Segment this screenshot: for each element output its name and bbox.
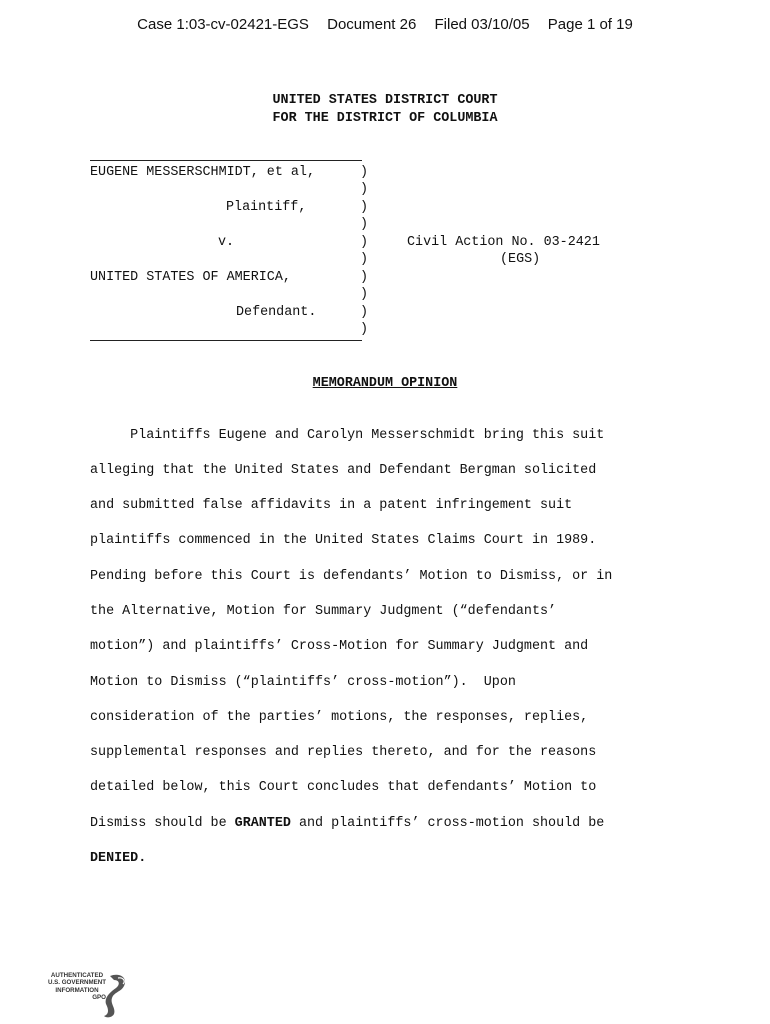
body-line: plaintiffs commenced in the United States Claims Court in 1989. bbox=[90, 533, 597, 548]
court-name: UNITED STATES DISTRICT COURT bbox=[272, 93, 498, 108]
case-header bbox=[0, 16, 770, 33]
body-line: Pending before this Court is defendants’ Motion to Dismiss, or in bbox=[90, 569, 613, 584]
defendant-label: Defendant. bbox=[236, 305, 317, 320]
judge-code: (EGS) bbox=[500, 252, 541, 267]
defendant-name: UNITED STATES OF AMERICA, bbox=[90, 270, 291, 285]
denied-emphasis: DENIED. bbox=[90, 851, 147, 866]
body-line: the Alternative, Motion for Summary Judgment (“defendants’ bbox=[90, 604, 557, 619]
body-text: Dismiss should be bbox=[90, 816, 235, 831]
caption-paren: ) bbox=[360, 287, 369, 302]
civil-action-number: Civil Action No. 03-2421 bbox=[407, 235, 600, 250]
plaintiff-label: Plaintiff, bbox=[226, 200, 307, 215]
caption-paren: ) bbox=[360, 252, 369, 267]
caption-paren: ) bbox=[360, 305, 369, 320]
caption-top-rule bbox=[90, 160, 362, 161]
body-line: motion”) and plaintiffs’ Cross-Motion for Summary Judgment and bbox=[90, 639, 589, 654]
caption-paren: ) bbox=[360, 217, 369, 232]
body-line: and submitted false affidavits in a patent infringement suit bbox=[90, 498, 573, 513]
case-number: Case 1:03-cv-02421-EGS bbox=[137, 16, 309, 33]
eagle-icon bbox=[44, 972, 130, 1020]
caption-paren: ) bbox=[360, 182, 369, 197]
body-line: detailed below, this Court concludes that defendants’ Motion to bbox=[90, 780, 597, 795]
body-line: Plaintiffs Eugene and Carolyn Messerschmidt bring this suit bbox=[90, 428, 605, 443]
body-line: alleging that the United States and Defendant Bergman solicited bbox=[90, 463, 597, 478]
opinion-title: MEMORANDUM OPINION bbox=[312, 376, 458, 391]
seal-line: U.S. GOVERNMENT bbox=[47, 979, 107, 987]
page-indicator: Page 1 of 19 bbox=[547, 16, 633, 33]
seal-line: INFORMATION bbox=[55, 986, 99, 994]
caption-paren: ) bbox=[360, 200, 369, 215]
versus-label: v. bbox=[218, 235, 235, 250]
plaintiff-name: EUGENE MESSERSCHMIDT, et al, bbox=[90, 165, 315, 180]
caption-bottom-rule bbox=[90, 340, 362, 341]
document-number: Document 26 bbox=[327, 16, 417, 33]
body-line-final bbox=[90, 816, 604, 831]
seal-line: AUTHENTICATED bbox=[50, 972, 104, 979]
body-line: Motion to Dismiss (“plaintiffs’ cross-motion”). Upon bbox=[90, 675, 516, 690]
body-line: consideration of the parties’ motions, the responses, replies, bbox=[90, 710, 589, 725]
caption-paren: ) bbox=[360, 270, 369, 285]
gpo-authentication-seal bbox=[44, 972, 130, 1020]
caption-paren: ) bbox=[360, 322, 369, 337]
body-text: and plaintiffs’ cross-motion should be bbox=[290, 816, 605, 831]
court-district: FOR THE DISTRICT OF COLUMBIA bbox=[272, 111, 498, 126]
seal-line: GPO bbox=[92, 994, 106, 1002]
granted-emphasis: GRANTED bbox=[234, 816, 291, 831]
filed-date: Filed 03/10/05 bbox=[434, 16, 530, 33]
caption-paren: ) bbox=[360, 235, 369, 250]
caption-paren: ) bbox=[360, 165, 369, 180]
body-line: supplemental responses and replies thereto, and for the reasons bbox=[90, 745, 597, 760]
